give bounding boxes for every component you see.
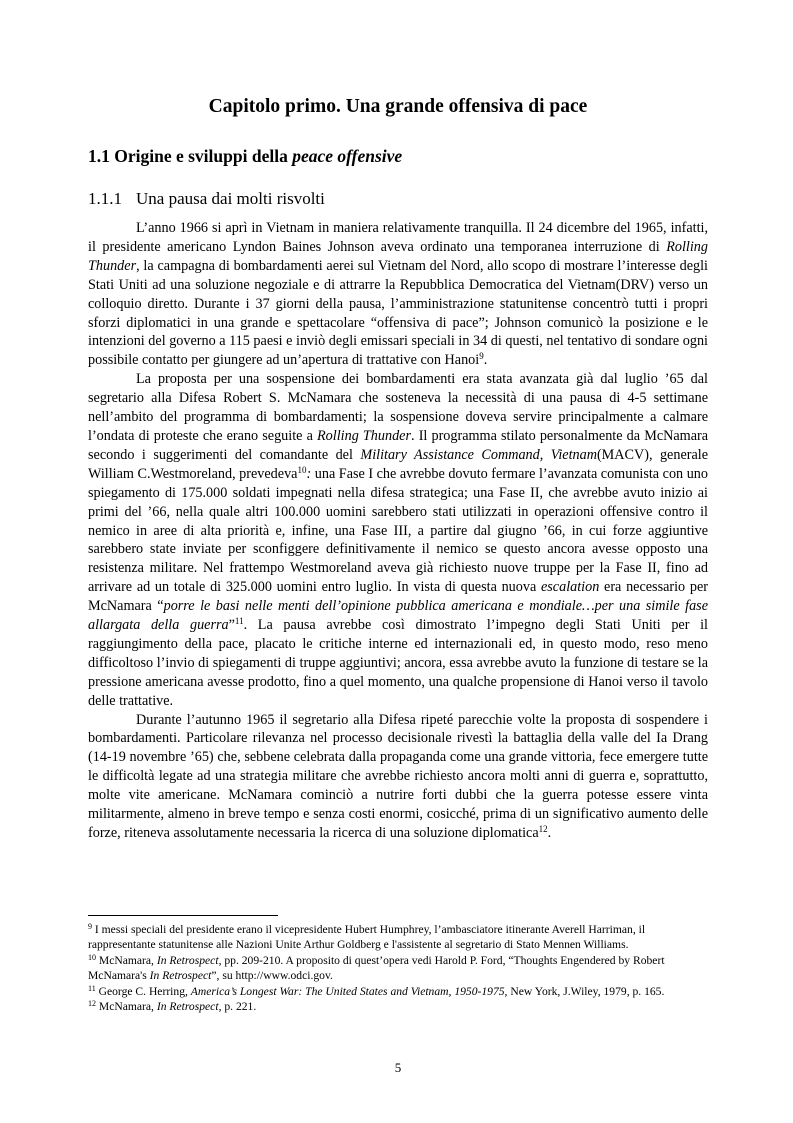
text-run: era necessario per McNamara “ xyxy=(88,579,708,615)
footnote-ref: 11 xyxy=(88,983,96,993)
footnotes xyxy=(88,922,708,1014)
italic-text: Rolling Thunder xyxy=(88,238,708,274)
text-run: una Fase I che avrebbe dovuto fermare l’avanzata comunista con uno spiegamento di 175.000 soldati impegnati nella difesa strategica; una Fase II, che avrebbe avuto inizio ai primi del ’66, nella quale altri 100.000 uomini sarebbero stati utilizzati in operazioni offensive contro il nemico in aree di alta priorità e, infine, una Fase III, a partire dal giugno ’66, in cui forze aggiuntive sarebbero state inviate per sconfiggere definitivamente il nemico se questo ancora avesse opposto una resistenza militare. Nel frattempo Westmoreland aveva già richiesto nuove truppe per la Fase II, fino ad arrivare ad un totale di 325.000 uomini entro luglio. In vista di questa nuova xyxy=(88,465,708,596)
footnote xyxy=(88,953,708,984)
footnote-divider xyxy=(88,915,278,916)
paragraph xyxy=(88,711,708,843)
subsection-title-text: Una pausa dai molti risvolti xyxy=(136,189,325,208)
text-run: , p. 221. xyxy=(218,1000,257,1014)
footnote xyxy=(88,922,708,953)
italic-text: In Retrospect xyxy=(149,969,212,983)
footnote-ref: 9 xyxy=(88,922,92,931)
text-run: L’anno 1966 si aprì in Vietnam in maniera relativamente tranquilla. Il 24 dicembre del 1965, infatti, il presidente americano Lyndon Baines Johnson aveva ordinato una temporanea interruzione di xyxy=(88,220,708,255)
chapter-title: Capitolo primo. Una grande offensiva di pace xyxy=(208,96,588,117)
italic-text: Rolling Thunder xyxy=(317,427,412,444)
footnote-ref: 12 xyxy=(88,999,96,1009)
text-run: . Il programma stilato personalmente da McNamara secondo i suggerimenti del comandante del xyxy=(88,427,709,463)
footnote-ref: 10 xyxy=(297,464,307,475)
text-run: La proposta per una sospensione dei bombardamenti era stata avanzata già dal luglio ’65 dal segretario alla Difesa Robert S. McNamara che sosteneva la necessità di una pausa di 4-5 settimane nell’ambito del programma di bombardamenti; la sospensione doveva servire principalmente a calmare l’ondata di proteste che erano seguite a xyxy=(88,371,708,444)
text-run: . xyxy=(483,352,488,369)
subsection-number: 1.1.1 xyxy=(88,189,122,208)
text-run: McNamara, xyxy=(96,953,157,967)
footnote-ref: 11 xyxy=(234,616,244,627)
text-run: New York, J.Wiley, 1979, p. 165. xyxy=(507,984,665,998)
italic-text: Military Assistance Command, Vietnam xyxy=(360,446,597,463)
text-run: . xyxy=(547,825,552,841)
body-text xyxy=(88,219,708,843)
page-number: 5 xyxy=(394,1060,402,1075)
text-run: Durante l’autunno 1965 il segretario alla Difesa ripeté parecchie volte la proposta di sospendere i bombardamenti. Particolare rilevanza nel processo decisionale rivestì la battaglia della valle del Ia Drang (14-19 novembre ’65) che, sebbene celebrata dalla propaganda come una grande vittoria, fece emergere tutte le difficoltà legate ad una strategia militare che avrebbe richiesto ancora molti anni di guerra e, soprattutto, molte vite americane. McNamara cominciò a nutrire forti dubbi che la guerra potesse essere vinta militarmente, almeno in breve tempo e senza costi enormi, cosicché, prima di un significativo aumento delle forze, riteneva assolutamente necessaria la ricerca di una soluzione diplomatica xyxy=(88,711,708,841)
text-run: , la campagna di bombardamenti aerei sul Vietnam del Nord, allo scopo di mostrare l’interesse degli Stati Uniti ad una soluzione negoziale e di attrarre la Repubblica Democratica del Vietnam(DRV) verso un colloquio diretto. Durante i 37 giorni della pausa, l’amministrazione statunitense concentrò tutti i propri sforzi diplomatici in una grande e spettacolare “offensiva di pace”; Johnson comunicò la posizione e le intenzioni del governo a 115 paesi e inviò degli emissari speciali in 34 di questi, nel tentativo di sondare ogni possibile contatto per giungere ad un’apertura di trattative con Hanoi xyxy=(88,257,708,369)
subsection-title xyxy=(88,189,325,209)
italic-text: America’s Longest War: The United States and Vietnam, 1950-1975, xyxy=(190,984,508,998)
paragraph xyxy=(88,370,708,710)
text-run: I messi speciali del presidente erano il vicepresidente Hubert Humphrey, l’ambasciatore itinerante Averell Harriman, il rappresentante statunitense alle Nazioni Unite Arthur Goldberg e l'assistente al segretario di Stato Mennen Williams. xyxy=(88,923,646,952)
text-run: McNamara, xyxy=(96,1000,157,1014)
footnote-ref: 10 xyxy=(88,952,96,962)
italic-text: In Retrospect xyxy=(156,953,219,967)
italic-text: escalation xyxy=(540,579,600,596)
footnote xyxy=(88,984,708,999)
text-run: ” xyxy=(228,617,235,634)
section-title xyxy=(88,146,402,167)
italic-text: porre le basi nelle menti dell’opinione pubblica americana e mondiale…per una simile fase allargata della guerra xyxy=(88,598,708,634)
text-run: , pp. 209-210. A proposito di quest’opera vedi Harold P. Ford, “Thoughts Engendered by Robert McNamara's xyxy=(88,953,665,983)
text-run: (MACV), generale William C.Westmoreland, prevedeva xyxy=(88,446,709,482)
footnote-ref: 12 xyxy=(538,824,548,834)
text-run: ”, su http://www.odci.gov. xyxy=(211,969,333,983)
text-run: . La pausa avrebbe così dimostrato l’impegno degli Stati Uniti per il raggiungimento della pace, placato le critiche interne ed internazionali ed, in questo modo, reso meno difficoltoso l’invio di spiegamenti di truppe aggiuntivi; ancora, essa avrebbe avuto la funzione di testare se la pressione americana avesse prodotto, fino a quel momento, una qualche propensione di Hanoi verso il tavolo delle trattative. xyxy=(88,617,709,709)
footnote xyxy=(88,999,708,1014)
section-title-text: 1.1 Origine e sviluppi della xyxy=(88,146,293,166)
footnote-ref: 9 xyxy=(479,351,484,362)
text-run: George C. Herring, xyxy=(95,984,191,998)
italic-text: In Retrospect xyxy=(156,1000,219,1014)
paragraph xyxy=(88,219,708,370)
section-title-italic: peace offensive xyxy=(292,146,403,166)
italic-text: : xyxy=(306,465,312,482)
